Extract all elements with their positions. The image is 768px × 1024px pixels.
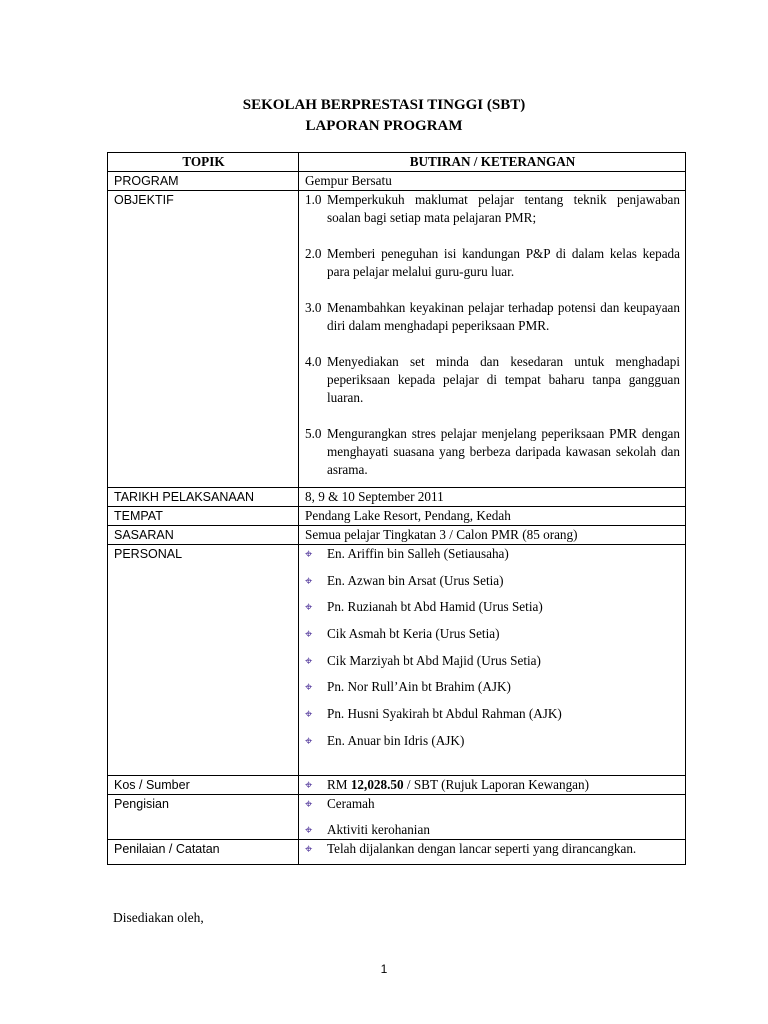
cost-text — [327, 776, 680, 794]
personnel-name: En. Azwan bin Arsat (Urus Setia) — [327, 572, 504, 588]
objective-text: Menyediakan set minda dan kesedaran untuk menghadapi peperiksaan kepada pelajar di tempat baharu tanpa gangguan luaran. — [327, 354, 680, 405]
row-value-program: Gempur Bersatu — [299, 172, 686, 191]
crosshair-bullet-icon: ⌖ — [305, 626, 313, 642]
row-personal — [108, 545, 686, 776]
objective-item — [305, 425, 680, 479]
list-item — [305, 625, 680, 652]
row-value-tarikh: 8, 9 & 10 September 2011 — [299, 488, 686, 507]
list-item — [305, 598, 680, 625]
row-label-objektif: OBJEKTIF — [108, 191, 299, 488]
report-table — [107, 152, 686, 865]
document-title: SEKOLAH BERPRESTASI TINGGI (SBT) — [242, 97, 526, 113]
document-subtitle: LAPORAN PROGRAM — [305, 118, 463, 134]
cost-currency: RM — [327, 776, 351, 792]
row-program — [108, 172, 686, 191]
crosshair-bullet-icon: ⌖ — [305, 546, 313, 561]
row-label-sasaran: SASARAN — [108, 526, 299, 545]
column-header-topik: TOPIK — [108, 153, 299, 172]
list-item — [305, 545, 680, 572]
list-item — [305, 732, 680, 759]
objective-text: Memperkukuh maklumat pelajar tentang teknik penjawaban soalan bagi setiap mata pelajaran PMR; — [327, 192, 680, 225]
personnel-name: Pn. Husni Syakirah bt Abdul Rahman (AJK) — [327, 706, 562, 722]
prepared-by-label: Disediakan oleh, — [113, 910, 204, 925]
row-value-sasaran: Semua pelajar Tingkatan 3 / Calon PMR (85 orang) — [299, 526, 686, 545]
objective-list — [299, 191, 686, 488]
row-kos — [108, 775, 686, 794]
personnel-list — [299, 545, 686, 776]
row-sasaran — [108, 526, 686, 545]
list-item — [305, 776, 680, 794]
row-tarikh — [108, 488, 686, 507]
row-objektif — [108, 191, 686, 488]
objective-text: Menambahkan keyakinan pelajar terhadap potensi dan keupayaan diri dalam menghadapi peperiksaan PMR. — [327, 300, 680, 333]
crosshair-bullet-icon: ⌖ — [305, 821, 313, 837]
content-item: Aktiviti kerohanian — [327, 821, 430, 837]
objective-text: Mengurangkan stres pelajar menjelang peperiksaan PMR dengan menghayati suasana yang berbeza daripada kawasan sekolah dan asrama. — [327, 426, 680, 477]
cost-amount: 12,028.50 — [350, 776, 404, 792]
content-list — [299, 794, 686, 839]
list-item — [305, 795, 680, 821]
crosshair-bullet-icon: ⌖ — [305, 795, 313, 811]
crosshair-bullet-icon: ⌖ — [305, 572, 313, 588]
personnel-name: En. Anuar bin Idris (AJK) — [327, 732, 465, 748]
row-value-penilaian — [299, 839, 686, 864]
personnel-name: Pn. Ruzianah bt Abd Hamid (Urus Setia) — [327, 599, 543, 615]
cost-source: / SBT (Rujuk Laporan Kewangan) — [403, 776, 590, 792]
list-item — [305, 705, 680, 732]
objective-item — [305, 191, 680, 227]
objective-number: 3.0 — [305, 300, 322, 315]
row-value-tempat: Pendang Lake Resort, Pendang, Kedah — [299, 507, 686, 526]
row-value-kos — [299, 775, 686, 794]
row-pengisian — [108, 794, 686, 839]
content-item: Ceramah — [327, 795, 375, 811]
objective-number: 1.0 — [305, 192, 322, 207]
objective-number: 4.0 — [305, 354, 322, 369]
list-item — [305, 840, 680, 864]
list-item — [305, 652, 680, 679]
personnel-name: Cik Asmah bt Keria (Urus Setia) — [327, 626, 500, 642]
personnel-name: En. Ariffin bin Salleh (Setiausaha) — [327, 546, 509, 561]
crosshair-bullet-icon: ⌖ — [305, 706, 313, 722]
row-label-tarikh: TARIKH PELAKSANAAN — [108, 488, 299, 507]
personnel-name: Cik Marziyah bt Abd Majid (Urus Setia) — [327, 652, 541, 668]
objective-number: 2.0 — [305, 246, 322, 261]
row-penilaian — [108, 839, 686, 864]
page-number: 1 — [380, 962, 388, 976]
column-header-butiran: BUTIRAN / KETERANGAN — [299, 153, 686, 172]
row-label-personal: PERSONAL — [108, 545, 299, 776]
row-label-tempat: TEMPAT — [108, 507, 299, 526]
evaluation-text: Telah dijalankan dengan lancar seperti yang dirancangkan. — [327, 840, 637, 856]
row-label-penilaian: Penilaian / Catatan — [108, 839, 299, 864]
row-tempat — [108, 507, 686, 526]
objective-text: Memberi peneguhan isi kandungan P&P di dalam kelas kepada para pelajar melalui guru-guru luar. — [327, 246, 680, 279]
crosshair-bullet-icon: ⌖ — [305, 652, 313, 668]
crosshair-bullet-icon: ⌖ — [305, 776, 313, 792]
list-item — [305, 572, 680, 599]
crosshair-bullet-icon: ⌖ — [305, 679, 313, 695]
objective-number: 5.0 — [305, 426, 322, 441]
crosshair-bullet-icon: ⌖ — [305, 840, 313, 856]
objective-item — [305, 245, 680, 281]
row-label-program: PROGRAM — [108, 172, 299, 191]
objective-item — [305, 353, 680, 407]
objective-item — [305, 299, 680, 335]
row-label-pengisian: Pengisian — [108, 794, 299, 839]
table-header-row — [108, 153, 686, 172]
crosshair-bullet-icon: ⌖ — [305, 732, 313, 748]
crosshair-bullet-icon: ⌖ — [305, 599, 313, 615]
list-item — [305, 678, 680, 705]
personnel-name: Pn. Nor Rull’Ain bt Brahim (AJK) — [327, 679, 511, 695]
row-label-kos: Kos / Sumber — [108, 775, 299, 794]
